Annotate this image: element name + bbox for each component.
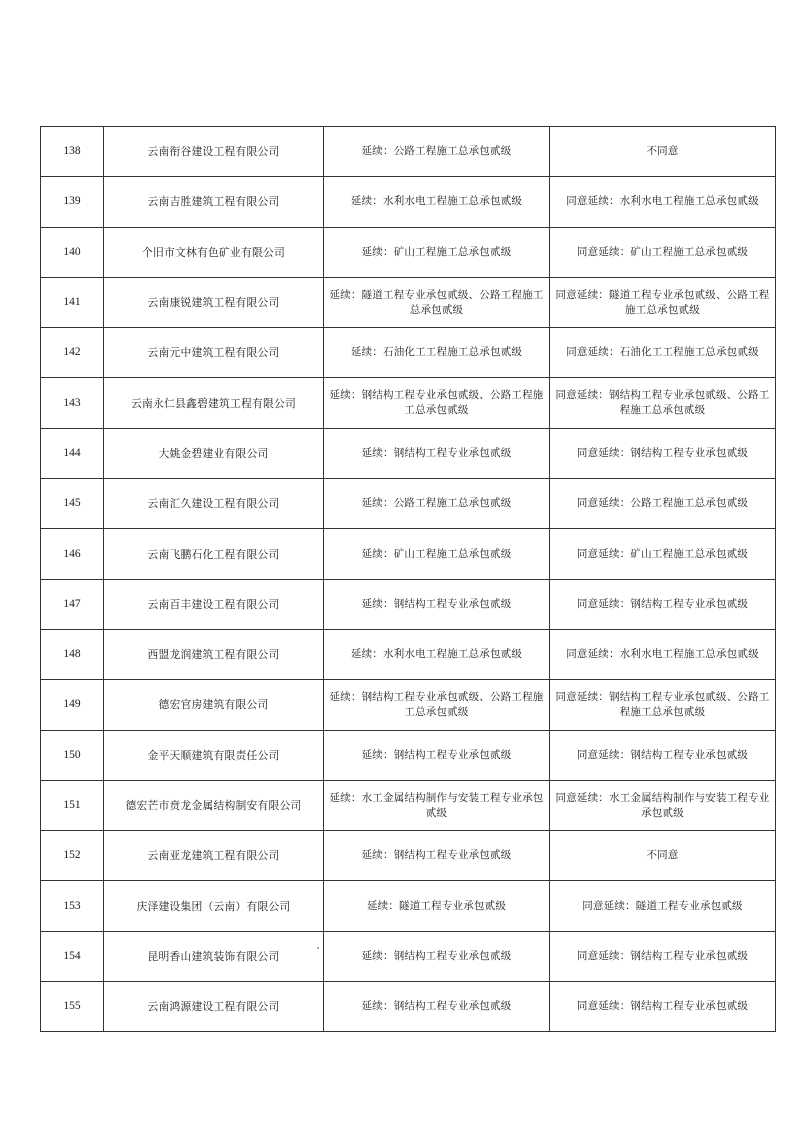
- application-item: 延续：水利水电工程施工总承包贰级: [324, 629, 550, 679]
- qualification-table: [40, 126, 776, 1032]
- company-name: 西盟龙润建筑工程有限公司: [104, 629, 324, 679]
- company-name: 金平天顺建筑有限责任公司: [104, 730, 324, 780]
- review-result: 同意延续：隧道工程专业承包贰级、公路工程施工总承包贰级: [550, 277, 776, 327]
- table-row: [41, 227, 776, 277]
- application-item: 延续：钢结构工程专业承包贰级、公路工程施工总承包贰级: [324, 378, 550, 428]
- company-name: 大姚金碧建业有限公司: [104, 428, 324, 478]
- row-number: 139: [41, 177, 104, 227]
- review-result: 同意延续：钢结构工程专业承包贰级: [550, 982, 776, 1032]
- table-body: [41, 127, 776, 1032]
- table-row: [41, 277, 776, 327]
- application-item: 延续：水工金属结构制作与安装工程专业承包贰级: [324, 780, 550, 830]
- company-name: 云南汇久建设工程有限公司: [104, 479, 324, 529]
- table-row: [41, 529, 776, 579]
- review-result: 同意延续：水利水电工程施工总承包贰级: [550, 177, 776, 227]
- application-item: 延续：钢结构工程专业承包贰级: [324, 982, 550, 1032]
- company-name: 云南康锐建筑工程有限公司: [104, 277, 324, 327]
- review-result: 同意延续：钢结构工程专业承包贰级: [550, 730, 776, 780]
- company-name: 庆泽建设集团（云南）有限公司: [104, 881, 324, 931]
- application-item: 延续：钢结构工程专业承包贰级: [324, 831, 550, 881]
- application-item: 延续：公路工程施工总承包贰级: [324, 479, 550, 529]
- review-result: 同意延续：水工金属结构制作与安装工程专业承包贰级: [550, 780, 776, 830]
- scan-speck: [317, 947, 319, 949]
- table-row: [41, 730, 776, 780]
- row-number: 143: [41, 378, 104, 428]
- table-row: [41, 629, 776, 679]
- company-name: 昆明香山建筑装饰有限公司: [104, 931, 324, 981]
- application-item: 延续：公路工程施工总承包贰级: [324, 127, 550, 177]
- row-number: 140: [41, 227, 104, 277]
- review-result: 同意延续：钢结构工程专业承包贰级: [550, 428, 776, 478]
- row-number: 148: [41, 629, 104, 679]
- company-name: 云南鸿源建设工程有限公司: [104, 982, 324, 1032]
- row-number: 154: [41, 931, 104, 981]
- review-result: 同意延续：公路工程施工总承包贰级: [550, 479, 776, 529]
- row-number: 153: [41, 881, 104, 931]
- review-result: 同意延续：隧道工程专业承包贰级: [550, 881, 776, 931]
- application-item: 延续：钢结构工程专业承包贰级: [324, 730, 550, 780]
- row-number: 150: [41, 730, 104, 780]
- review-result: 不同意: [550, 831, 776, 881]
- review-result: 同意延续：钢结构工程专业承包贰级: [550, 579, 776, 629]
- review-result: 同意延续：矿山工程施工总承包贰级: [550, 529, 776, 579]
- company-name: 云南元中建筑工程有限公司: [104, 328, 324, 378]
- application-item: 延续：钢结构工程专业承包贰级: [324, 931, 550, 981]
- company-name: 云南衔谷建设工程有限公司: [104, 127, 324, 177]
- company-name: 德宏芒市贲龙金属结构制安有限公司: [104, 780, 324, 830]
- application-item: 延续：隧道工程专业承包贰级: [324, 881, 550, 931]
- row-number: 146: [41, 529, 104, 579]
- table-row: [41, 982, 776, 1032]
- row-number: 151: [41, 780, 104, 830]
- table-row: [41, 780, 776, 830]
- row-number: 147: [41, 579, 104, 629]
- company-name: 个旧市文林有色矿业有限公司: [104, 227, 324, 277]
- application-item: 延续：钢结构工程专业承包贰级: [324, 579, 550, 629]
- review-result: 同意延续：钢结构工程专业承包贰级、公路工程施工总承包贰级: [550, 680, 776, 730]
- table-row: [41, 881, 776, 931]
- company-name: 德宏官房建筑有限公司: [104, 680, 324, 730]
- review-result: 同意延续：钢结构工程专业承包贰级、公路工程施工总承包贰级: [550, 378, 776, 428]
- row-number: 152: [41, 831, 104, 881]
- review-result: 同意延续：石油化工工程施工总承包贰级: [550, 328, 776, 378]
- review-result: 同意延续：矿山工程施工总承包贰级: [550, 227, 776, 277]
- table-row: [41, 831, 776, 881]
- company-name: 云南永仁县鑫碧建筑工程有限公司: [104, 378, 324, 428]
- application-item: 延续：隧道工程专业承包贰级、公路工程施工总承包贰级: [324, 277, 550, 327]
- row-number: 145: [41, 479, 104, 529]
- row-number: 149: [41, 680, 104, 730]
- table-row: [41, 579, 776, 629]
- row-number: 155: [41, 982, 104, 1032]
- table-row: [41, 428, 776, 478]
- table-row: [41, 680, 776, 730]
- row-number: 144: [41, 428, 104, 478]
- table-row: [41, 479, 776, 529]
- application-item: 延续：钢结构工程专业承包贰级、公路工程施工总承包贰级: [324, 680, 550, 730]
- review-result: 同意延续：水利水电工程施工总承包贰级: [550, 629, 776, 679]
- row-number: 138: [41, 127, 104, 177]
- table-row: [41, 177, 776, 227]
- review-result: 同意延续：钢结构工程专业承包贰级: [550, 931, 776, 981]
- application-item: 延续：矿山工程施工总承包贰级: [324, 529, 550, 579]
- review-result: 不同意: [550, 127, 776, 177]
- application-item: 延续：石油化工工程施工总承包贰级: [324, 328, 550, 378]
- document-page: [40, 126, 775, 1032]
- company-name: 云南吉胜建筑工程有限公司: [104, 177, 324, 227]
- table-row: [41, 378, 776, 428]
- table-row: [41, 931, 776, 981]
- company-name: 云南百丰建设工程有限公司: [104, 579, 324, 629]
- table-row: [41, 328, 776, 378]
- table-row: [41, 127, 776, 177]
- application-item: 延续：矿山工程施工总承包贰级: [324, 227, 550, 277]
- application-item: 延续：钢结构工程专业承包贰级: [324, 428, 550, 478]
- application-item: 延续：水利水电工程施工总承包贰级: [324, 177, 550, 227]
- row-number: 141: [41, 277, 104, 327]
- company-name: 云南飞鹏石化工程有限公司: [104, 529, 324, 579]
- row-number: 142: [41, 328, 104, 378]
- company-name: 云南亚龙建筑工程有限公司: [104, 831, 324, 881]
